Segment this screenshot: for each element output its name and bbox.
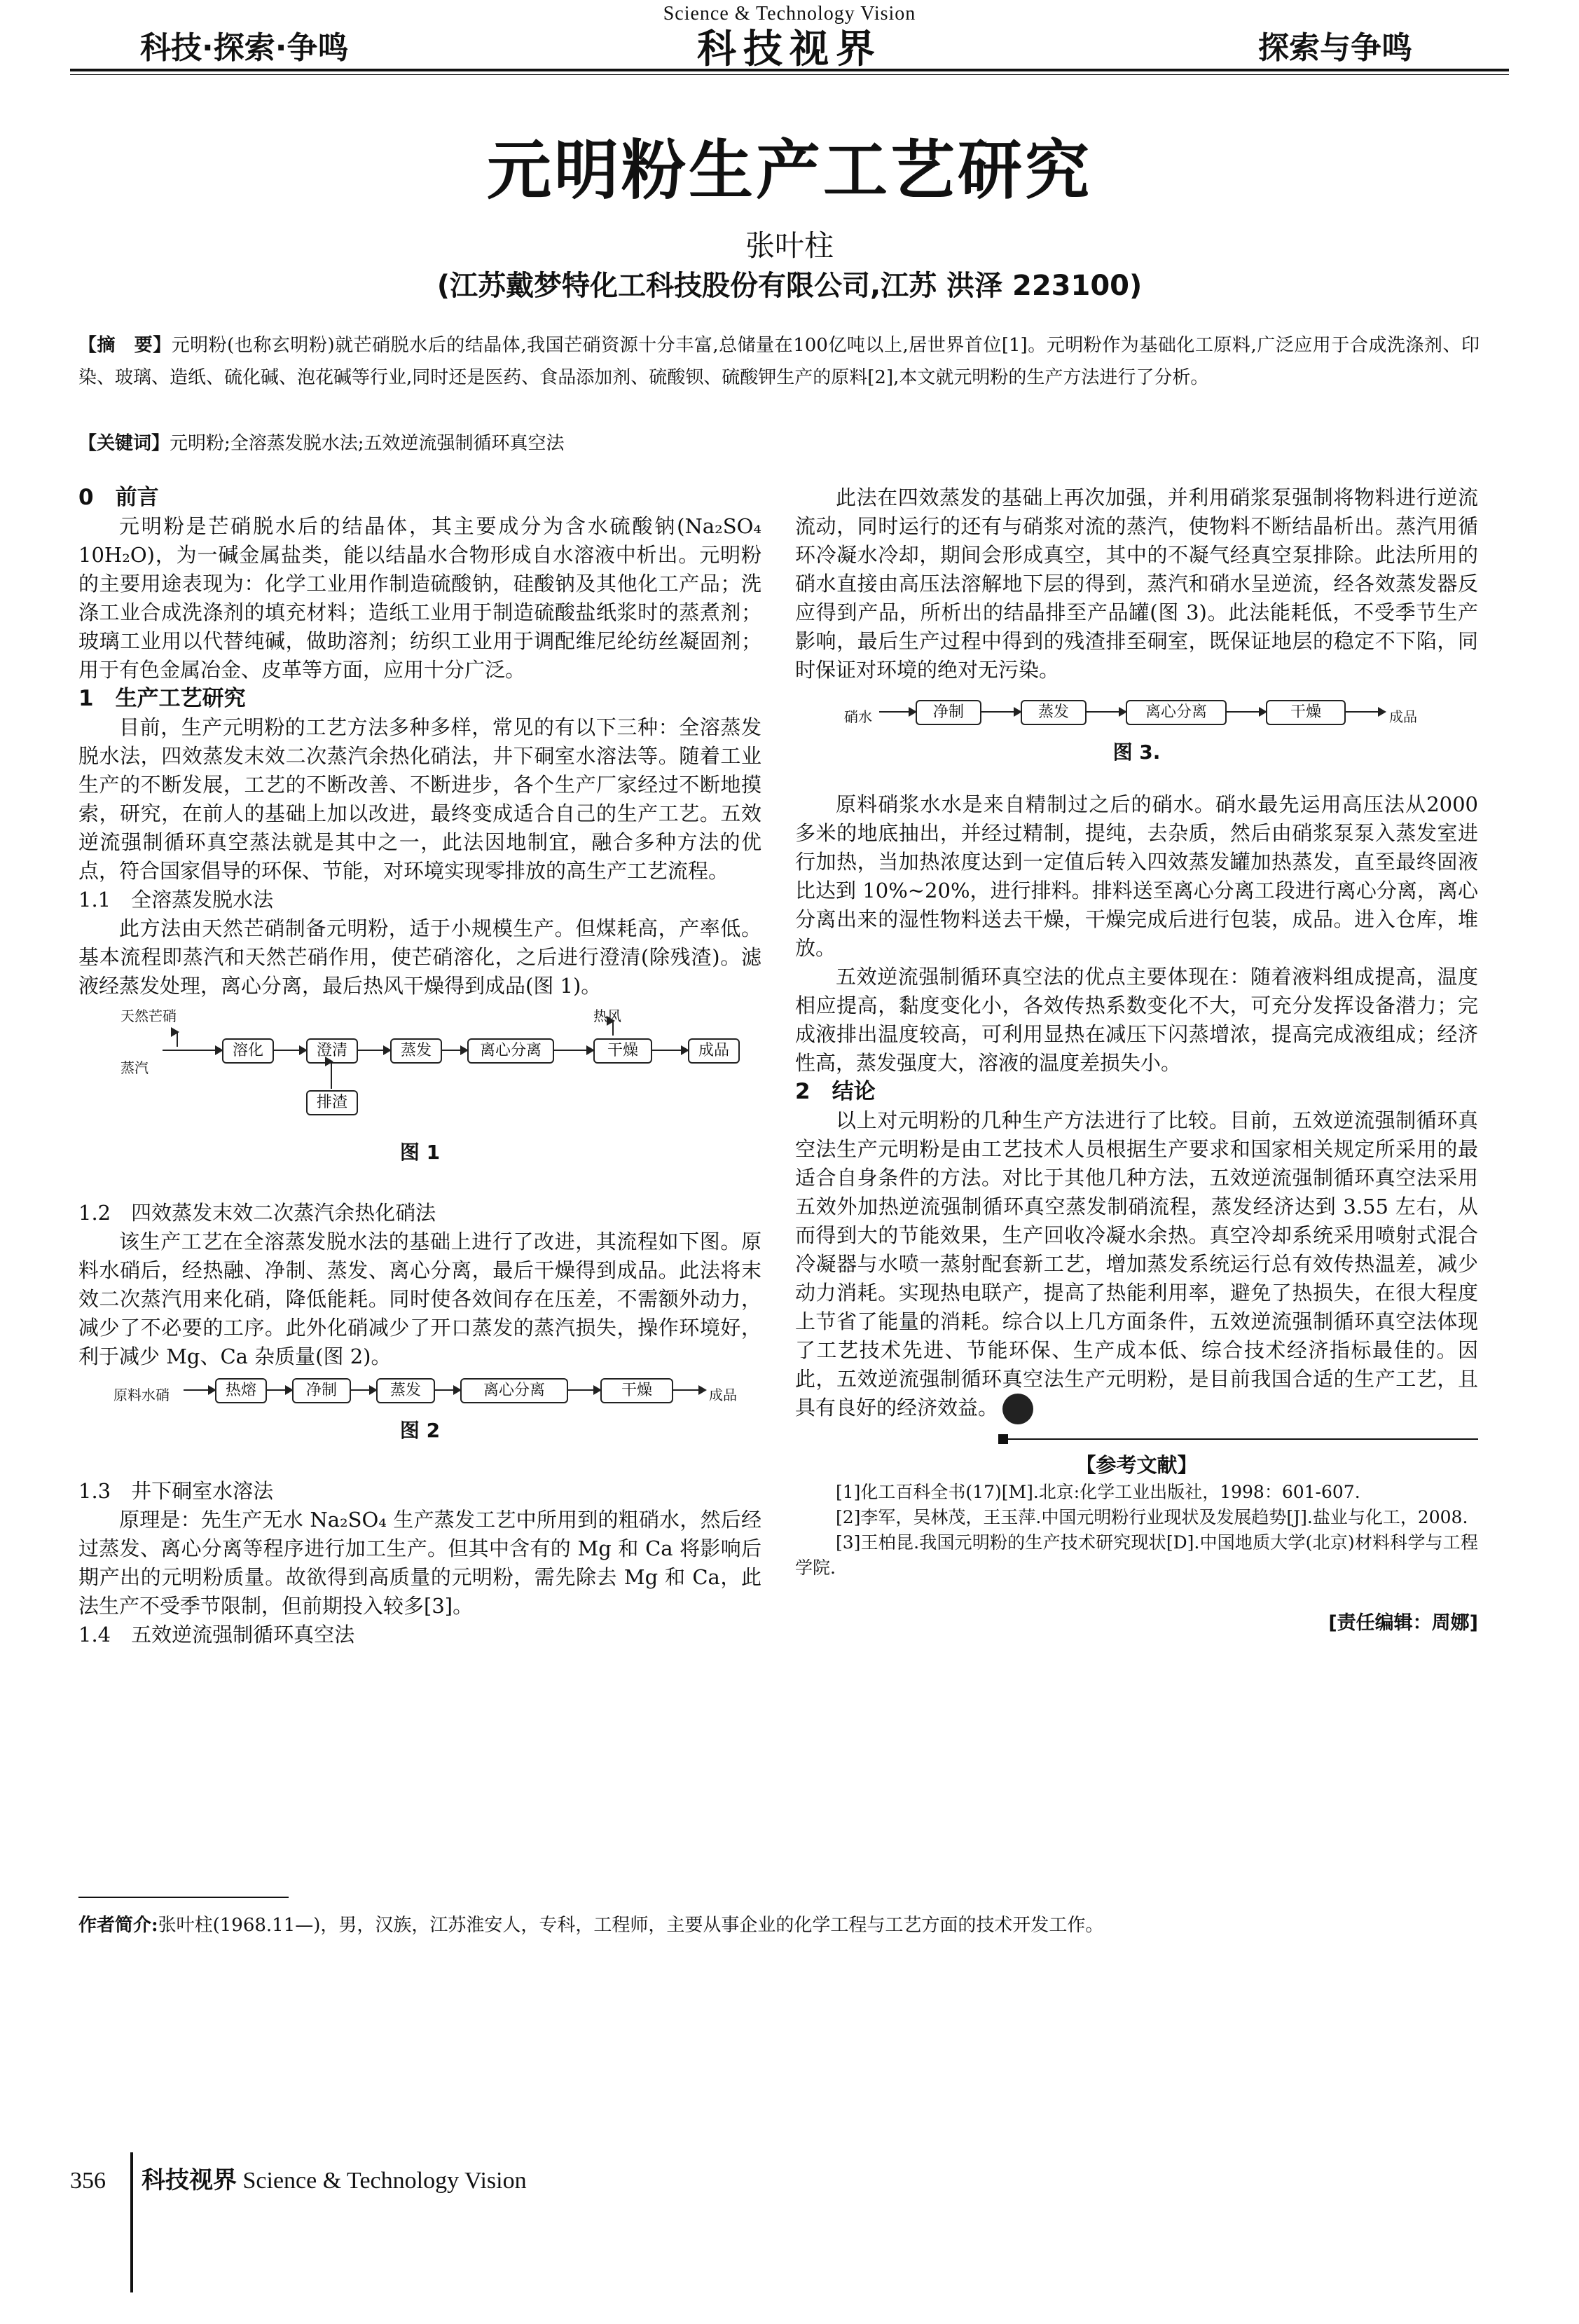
fig3-box-purify: 净制 [916,700,981,725]
bio-label: 作者简介: [78,1915,158,1936]
fig1-box-evaporate: 蒸发 [390,1038,442,1064]
paragraph-advantages: 五效逆流强制循环真空法的优点主要体现在：随着液料组成提高，温度相应提高，黏度变化小，各效传热系数变化不大，可充分发挥设备潜力；完成液排出温度较高，可利用显热在减压下闪蒸增浓，提高完成液组成；经济性高，蒸发强度大，溶液的温度差损失小。 [795,965,1478,1075]
fig2-arrow [567,1389,600,1391]
fig3-arrow [879,711,916,713]
figure-2-caption: 图 2 [399,1419,441,1442]
author-bio [78,1911,1501,1939]
section-1-4-title: 1.4 五效逆流强制循环真空法 [78,1623,355,1646]
keywords-text: 元明粉;全溶蒸发脱水法;五效逆流强制循环真空法 [170,433,565,454]
fig1-box-dissolve: 溶化 [222,1038,274,1064]
keywords [78,427,1480,460]
responsible-editor: [责任编辑：周娜] [1328,1612,1478,1634]
fig1-arrow [553,1050,593,1051]
fig2-box-centrifuge: 离心分离 [460,1378,568,1403]
article-title: 元明粉生产工艺研究 [486,132,1092,208]
fig2-input: 原料水硝 [113,1387,170,1403]
figure-2 [78,1375,761,1412]
page-number: 356 [70,2168,106,2194]
abstract-text: 元明粉(也称玄明粉)就芒硝脱水后的结晶体,我国芒硝资源十分丰富,总储量在100亿吨以上,居世界首位[1]。元明粉作为基础化工原料,广泛应用于合成洗涤剂、印染、玻璃、造纸、硫化碱、泡花碱等行业,同时还是医药、食品添加剂、硫酸钡、硫酸钾生产的原料[2],本文就元明粉的生产方法进行了分析。 [78,335,1480,388]
figure-3-caption: 图 3. [1112,741,1161,764]
figure-1-caption: 图 1 [399,1141,441,1164]
header-journal-en: Science & Technology Vision [663,3,916,25]
fig3-box-evaporate: 蒸发 [1021,700,1087,725]
section-1-2-title: 1.2 四效蒸发末效二次蒸汽余热化硝法 [78,1201,436,1225]
fig1-box-product: 成品 [688,1038,740,1064]
fig2-arrow [350,1389,376,1391]
section-1-1-paragraph: 此方法由天然芒硝制备元明粉，适于小规模生产。但煤耗高，产率低。基本流程即蒸汽和天然芒硝作用，使芒硝溶化，之后进行澄清(除残渣)。滤液经蒸发处理，离心分离，最后热风干燥得到成品(图 1)。 [78,916,761,998]
fig1-connector [331,1062,332,1089]
reference-item: [2]李军，吴林茂，王玉萍.中国元明粉行业现状及发展趋势[J].盐业与化工，2008. [836,1507,1468,1527]
fig3-arrow [1225,711,1266,713]
article-affiliation: (江苏戴梦特化工科技股份有限公司,江苏 洪泽 223100) [436,270,1143,302]
page-footer [70,2161,527,2195]
keywords-label: 【关键词】 [78,433,170,454]
fig1-input-hot-air: 热风 [593,1008,621,1024]
fig2-box-dry: 干燥 [600,1378,673,1403]
header-rule [70,69,1509,71]
section-2-title: 2 结论 [795,1079,876,1104]
fig2-arrow [266,1389,292,1391]
section-2-paragraph [795,1106,1478,1424]
fig1-box-clarify: 澄清 [306,1038,358,1064]
fig1-connector [612,1022,614,1036]
fig3-arrow [1344,711,1385,713]
fig2-arrow [672,1389,705,1391]
abstract [78,329,1480,394]
fig1-arrow [651,1050,688,1051]
reference-item: [1]化工百科全书(17)[M].北京:化学工业出版社，1998：601-607. [836,1482,1360,1502]
fig3-arrow [1085,711,1126,713]
footer-journal-cn: 科技视界 [142,2166,237,2194]
fig1-box-dry: 干燥 [593,1038,652,1064]
fig1-arrow [163,1050,222,1051]
fig1-arrow [441,1050,467,1051]
section-1-3-paragraph: 原理是：先生产无水 Na₂SO₄ 生产蒸发工艺中所用到的粗硝水，然后经过蒸发、离心分离等程序进行加工生产。但其中含有的 Mg 和 Ca 将影响后期产出的元明粉质量。故欲得到高质量的元明粉，需先除去 Mg 和 Ca，此法生产不受季节限制，但前期投入较多[3]。 [78,1508,761,1618]
figure-3 [795,693,1478,735]
header-section-right: 探索与争鸣 [1258,30,1412,66]
fig2-box-melt: 热熔 [215,1378,267,1403]
conclusion-text: 以上对元明粉的几种生产方法进行了比较。目前，五效逆流强制循环真空法生产元明粉是由工艺技术人员根据生产要求和国家相关规定所采用的最适合自身条件的方法。对比于其他几种方法，五效逆流强制循环真空法采用五效外加热逆流强制循环真空蒸发制硝流程，蒸发经济达到 3.55 左右，从而得到大的节能效果，生产回收冷凝水余热。真空冷却系统采用喷射式混合冷凝器与水喷一蒸射配套新工艺，增加蒸发系统运行总有效传热温差，减少动力消耗。实现热电联产，提高了热能利用率，避免了热损失，在很大程度上节省了能量的消耗。综合以上几方面条件，五效逆流强制循环真空法体现了工艺技术先进、节能环保、生产成本低、综合技术经济指标最佳的。因此，五效逆流强制循环真空法生产元明粉，是目前我国合适的生产工艺，且具有良好的经济效益。 [795,1108,1478,1419]
bio-text: 张叶柱(1968.11—)，男，汉族，江苏淮安人，专科，工程师，主要从事企业的化学工程与工艺方面的技术开发工作。 [158,1915,1104,1936]
header-section-left: 科技·探索·争鸣 [140,30,349,66]
section-0-title: 0 前言 [78,485,159,510]
references-divider [795,1431,1478,1447]
fig1-arrow [273,1050,306,1051]
section-1-3-title: 1.3 井下硐室水溶法 [78,1479,274,1503]
section-1-title: 1 生产工艺研究 [78,686,246,711]
abstract-label: 【摘 要】 [78,335,172,356]
section-1-4-paragraph: 此法在四效蒸发的基础上再次加强，并利用硝浆泵强制将物料进行逆流流动，同时运行的还有与硝浆对流的蒸汽，使物料不断结晶析出。蒸汽用循环冷凝水冷却，期间会形成真空，其中的不凝气经真空泵排除。此法所用的硝水直接由高压法溶解地下层的得到，蒸汽和硝水呈逆流，经各效蒸发器反应得到产品，所析出的结晶排至产品罐(图 3)。此法能耗低，不受季节生产影响，最后生产过程中得到的残渣排至硐室，既保证地层的稳定不下陷，同时保证对环境的绝对无污染。 [795,486,1478,682]
fig1-connector [177,1033,178,1047]
divider-line [1008,1438,1478,1440]
fig2-box-evaporate: 蒸发 [376,1378,435,1403]
left-column [78,483,761,1649]
section-0-paragraph: 元明粉是芒硝脱水后的结晶体，其主要成分为含水硫酸钠(Na₂SO₄ 10H₂O)，为一碱金属盐类，能以结晶水合物形成自水溶液中析出。元明粉的主要用途表现为：化学工业用作制造硫酸钠，硅酸钠及其他化工产品；洗涤工业合成洗涤剂的填充材料；造纸工业用于制造硫酸盐纸浆时的蒸煮剂；玻璃工业用以代替纯碱，做助溶剂；纺织工业用于调配维尼纶纺丝凝固剂；用于有色金属冶金、皮革等方面，应用十分广泛。 [78,514,761,682]
fig1-arrow [357,1050,390,1051]
fig3-output: 成品 [1389,708,1417,725]
fig1-box-waste: 排渣 [306,1090,358,1115]
header-rule-thin [70,74,1509,75]
article-author: 张叶柱 [745,228,834,263]
fig1-box-centrifuge: 离心分离 [467,1038,554,1064]
fig3-box-centrifuge: 离心分离 [1126,700,1227,725]
fig3-input: 硝水 [844,708,872,725]
footer-journal-en: Science & Technology Vision [242,2168,527,2194]
square-bullet-icon [998,1434,1008,1444]
section-1-paragraph: 目前，生产元明粉的工艺方法多种多样，常见的有以下三种：全溶蒸发脱水法，四效蒸发末效二次蒸汽余热化硝法，井下硐室水溶法等。随着工业生产的不断发展，工艺的不断改善、不断进步，各个生产厂家经过不断地摸索，研究，在前人的基础上加以改进，最终变成适合自己的生产工艺。五效逆流强制循环真空蒸法就是其中之一，此法因地制宜，融合多种方法的优点，符合国家倡导的环保、节能，对环境实现零排放的高生产工艺流程。 [78,715,761,883]
fig1-input-steam: 蒸汽 [120,1059,149,1076]
right-column [795,483,1478,1637]
section-1-1-title: 1.1 全溶蒸发脱水法 [78,888,274,912]
bio-divider [78,1897,289,1898]
reference-item: [3]王柏昆.我国元明粉的生产技术研究现状[D].中国地质大学(北京)材料科学与工程学院. [795,1532,1478,1578]
fig2-output: 成品 [709,1387,737,1403]
fig2-box-purify: 净制 [292,1378,351,1403]
references-title: 【参考文献】 [1075,1453,1198,1477]
header-journal-title: 科技视界 [697,27,882,72]
fig3-arrow [980,711,1021,713]
fig1-input-top: 天然芒硝 [120,1008,177,1024]
section-1-2-paragraph: 该生产工艺在全溶蒸发脱水法的基础上进行了改进，其流程如下图。原料水硝后，经热融、净制、蒸发、离心分离，最后干燥得到成品。此法将末效二次蒸汽用来化硝，降低能耗。同时使各效间存在压差，不需额外动力，减少了不必要的工序。此外化硝减少了开口蒸发的蒸汽损失，操作环境好，利于减少 Mg、Ca 杂质量(图 2)。 [78,1230,761,1368]
fig3-box-dry: 干燥 [1266,700,1346,725]
fig2-arrow [434,1389,460,1391]
paragraph-process: 原料硝浆水水是来自精制过之后的硝水。硝水最先运用高压法从2000 多米的地底抽出，并经过精制，提纯，去杂质，然后由硝浆泵泵入蒸发室进行加热，当加热浓度达到一定值后转入四效蒸发罐加热蒸发，直至最终固液比达到 10%~20%，进行排料。排料送至离心分离工段进行离心分离，离心分离出来的湿性物料送去干燥，干燥完成后进行包装，成品。进入仓库，堆放。 [795,792,1478,960]
figure-1 [78,1001,761,1134]
journal-logo-icon: S [1002,1394,1033,1424]
fig2-arrow [184,1389,215,1391]
